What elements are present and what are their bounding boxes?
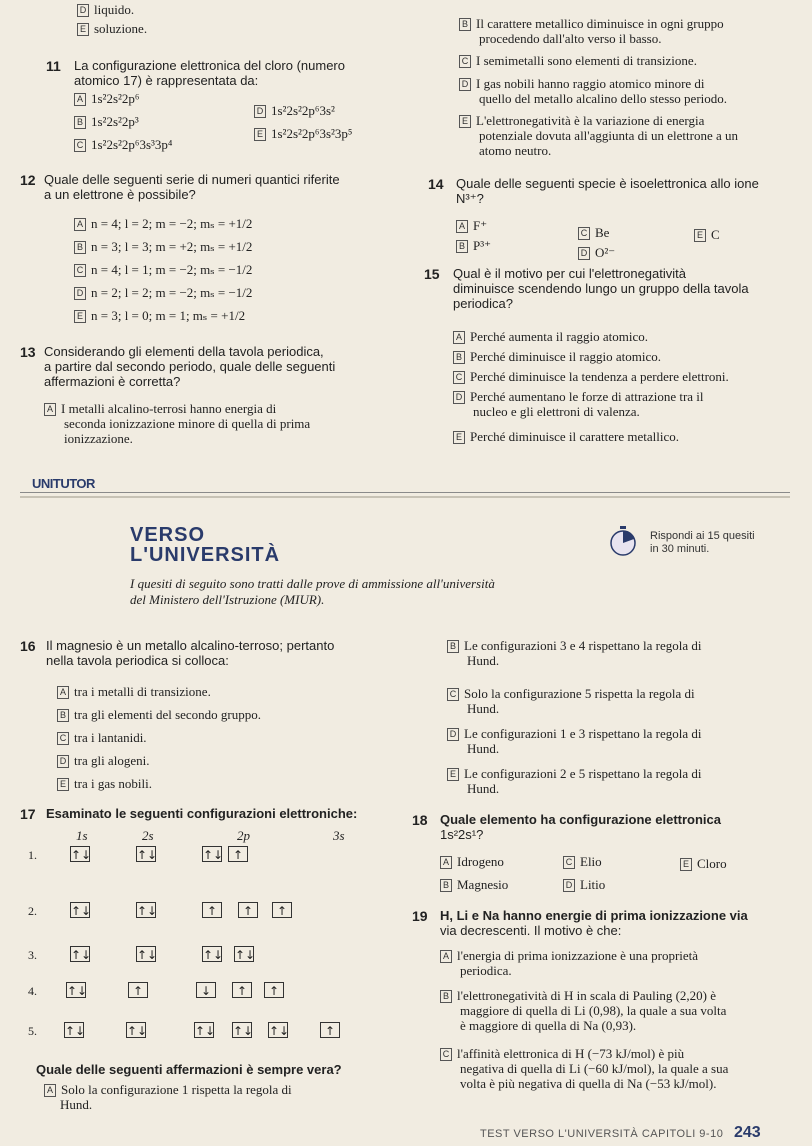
q18-option-c: C Elio	[563, 854, 602, 869]
row-label: 4.	[28, 984, 37, 998]
q19-option-b: B l'elettronegatività di H in scala di Pauling (2,20) è maggiore di quella di Li (0,98), la quale a sua volta è maggiore di quella di Na (0,93).	[440, 988, 800, 1033]
option-letter-box: B	[74, 241, 86, 254]
orbital-diagram	[28, 842, 408, 1052]
q19-option-a: A l'energia di prima ionizzazione è una proprietà periodica.	[440, 948, 800, 978]
orbital-box: ↑	[128, 982, 148, 998]
q14-option-e: E C	[694, 227, 720, 242]
orbital-box: ↑↓	[269, 1024, 290, 1038]
orbital-box: ↑↓	[137, 948, 158, 962]
row-label: 1.	[28, 848, 37, 862]
q12-option-a: A n = 4; l = 2; m = −2; mₛ = +1/2	[74, 216, 252, 231]
option-e-soluzione: E soluzione.	[77, 21, 147, 36]
q14-option-d: D O²⁻	[578, 245, 615, 260]
q15-option-e: E Perché diminuisce il carattere metallico.	[453, 429, 679, 444]
q17-option-b: B Le configurazioni 3 e 4 rispettano la regola di Hund.	[447, 638, 797, 668]
timer-text: Rispondi ai 15 quesiti in 30 minuti.	[650, 530, 755, 555]
q12-option-d: D n = 2; l = 2; m = −2; mₛ = −1/2	[74, 285, 252, 300]
orbital-box: ↑	[202, 902, 222, 918]
orbital-box: ↑	[264, 982, 284, 998]
orbital-row	[28, 982, 368, 1002]
q14-option-c: C Be	[578, 225, 609, 240]
q13-option-c: C I semimetalli sono elementi di transizione.	[459, 53, 697, 68]
question-17-text: Esaminato le seguenti configurazioni elettroniche:	[46, 806, 358, 821]
orbital-row	[28, 946, 368, 966]
question-number-16: 16	[20, 638, 36, 654]
question-number-11: 11	[46, 58, 61, 74]
q16-option-a: A tra i metalli di transizione.	[57, 684, 211, 699]
option-letter-box: E	[74, 310, 86, 323]
option-letter-box: D	[563, 879, 575, 892]
orbital-box: ↑↓	[71, 948, 92, 962]
q18-option-d: D Litio	[563, 877, 605, 892]
option-letter-box: D	[57, 755, 69, 768]
option-letter-box: A	[57, 686, 69, 699]
option-letter-box: E	[453, 431, 465, 444]
option-letter-box: B	[456, 240, 468, 253]
option-letter-box: C	[453, 371, 465, 384]
question-19-text: H, Li e Na hanno energie di prima ionizzazione via via decrescenti. Il motivo è che:	[440, 908, 748, 938]
option-letter-box: B	[74, 116, 86, 129]
question-16-text: Il magnesio è un metallo alcalino-terroso; pertanto nella tavola periodica si colloca:	[46, 638, 335, 668]
question-14-text: Quale delle seguenti specie è isoelettronica allo ione N³⁺?	[456, 176, 759, 206]
q16-option-d: D tra gli alogeni.	[57, 753, 149, 768]
band-intro: I quesiti di seguito sono tratti dalle prove di ammissione all'università del Ministero dell'Istruzione (MIUR).	[130, 576, 495, 607]
option-letter-box: D	[77, 4, 89, 17]
orbital-row	[28, 846, 368, 866]
orbital-box: ↑	[228, 846, 248, 862]
q12-option-e: E n = 3; l = 0; m = 1; mₛ = +1/2	[74, 308, 245, 323]
row-label: 3.	[28, 948, 37, 962]
q15-option-a: A Perché aumenta il raggio atomico.	[453, 329, 648, 344]
question-number-17: 17	[20, 806, 36, 822]
page-number: 243	[734, 1124, 761, 1141]
orbital-box: ↑↓	[195, 1024, 216, 1038]
option-letter-box: A	[440, 856, 452, 869]
q13-option-d: D I gas nobili hanno raggio atomico minore di quello del metallo alcalino dello stesso periodo.	[459, 76, 799, 106]
option-letter-box: D	[447, 728, 459, 741]
question-number-18: 18	[412, 812, 428, 828]
band-title-verso: VERSO	[130, 524, 206, 546]
orbital-box: ↑	[232, 982, 252, 998]
q17-option-a: A Solo la configurazione 1 rispetta la regola di Hund.	[44, 1082, 404, 1112]
q12-option-b: B n = 3; l = 3; m = +2; mₛ = +1/2	[74, 239, 252, 254]
option-letter-box: D	[453, 391, 465, 404]
question-15-text: Qual è il motivo per cui l'elettronegatività diminuisce scendendo lungo un gruppo della tavola periodica?	[453, 266, 749, 311]
option-letter-box: A	[74, 218, 86, 231]
option-letter-box: B	[459, 18, 471, 31]
option-letter-box: D	[254, 105, 266, 118]
q16-option-e: E tra i gas nobili.	[57, 776, 152, 791]
option-letter-box: E	[254, 128, 266, 141]
q13-option-a: A I metalli alcalino-terrosi hanno energia di seconda ionizzazione minore di quella di prima ionizzazione.	[44, 401, 424, 446]
orbital-box: ↑↓	[127, 1024, 148, 1038]
orbital-box: ↑↓	[65, 1024, 86, 1038]
option-d-liquido: D liquido.	[77, 2, 134, 17]
option-letter-box: C	[74, 139, 86, 152]
q15-option-b: B Perché diminuisce il raggio atomico.	[453, 349, 661, 364]
option-letter-box: E	[77, 23, 89, 36]
orbital-box: ↑↓	[235, 948, 256, 962]
footer-chapter: TEST VERSO L'UNIVERSITÀ CAPITOLI 9-10	[480, 1128, 724, 1140]
orbital-header-2p: 2p	[237, 828, 250, 843]
q11-option-c: C 1s²2s²2p⁶3s³3p⁴	[74, 137, 172, 152]
option-letter-box: C	[447, 688, 459, 701]
option-letter-box: B	[440, 990, 452, 1003]
q14-option-b: B P³⁺	[456, 238, 491, 253]
option-letter-box: C	[440, 1048, 452, 1061]
q11-option-e: E 1s²2s²2p⁶3s²3p⁵	[254, 126, 352, 141]
orbital-header-2s: 2s	[142, 828, 154, 843]
orbital-box: ↑↓	[203, 848, 224, 862]
row-label: 2.	[28, 904, 37, 918]
option-letter-box: A	[44, 1084, 56, 1097]
option-letter-box: E	[459, 115, 471, 128]
q14-option-a: A F⁺	[456, 218, 487, 233]
option-letter-box: C	[74, 264, 86, 277]
option-letter-box: B	[447, 640, 459, 653]
q17-question: Quale delle seguenti affermazioni è sempre vera?	[36, 1062, 342, 1077]
row-label: 5.	[28, 1024, 37, 1038]
band-divider-2	[20, 496, 790, 498]
question-number-13: 13	[20, 344, 36, 360]
option-letter-box: C	[57, 732, 69, 745]
option-letter-box: A	[453, 331, 465, 344]
orbital-header-3s: 3s	[333, 828, 345, 843]
option-letter-box: E	[447, 768, 459, 781]
orbital-box: ↑↓	[67, 984, 88, 998]
unitutor-band	[0, 468, 812, 618]
question-number-14: 14	[428, 176, 444, 192]
option-letter-box: A	[74, 93, 86, 106]
option-letter-box: E	[57, 778, 69, 791]
question-11-text: La configurazione elettronica del cloro (numero atomico 17) è rappresentata da:	[74, 58, 345, 88]
q13-option-b: B Il carattere metallico diminuisce in ogni gruppo procedendo dall'alto verso il basso.	[459, 16, 799, 46]
q17-option-c: C Solo la configurazione 5 rispetta la regola di Hund.	[447, 686, 797, 716]
q16-option-b: B tra gli elementi del secondo gruppo.	[57, 707, 261, 722]
question-12-text: Quale delle seguenti serie di numeri quantici riferite a un elettrone è possibile?	[44, 172, 340, 202]
option-letter-box: D	[578, 247, 590, 260]
q12-option-c: C n = 4; l = 1; m = −2; mₛ = −1/2	[74, 262, 252, 277]
q15-option-c: C Perché diminuisce la tendenza a perdere elettroni.	[453, 369, 729, 384]
q17-option-e: E Le configurazioni 2 e 5 rispettano la regola di Hund.	[447, 766, 797, 796]
q11-option-a: A 1s²2s²2p⁶	[74, 91, 139, 106]
orbital-box: ↑↓	[71, 904, 92, 918]
q17-option-d: D Le configurazioni 1 e 3 rispettano la regola di Hund.	[447, 726, 797, 756]
unitutor-logo: UNITUTOR	[32, 476, 95, 491]
option-letter-box: D	[459, 78, 471, 91]
orbital-header-1s: 1s	[76, 828, 88, 843]
option-letter-box: A	[440, 950, 452, 963]
q15-option-d: D Perché aumentano le forze di attrazione tra il nucleo e gli elettroni di valenza.	[453, 389, 803, 419]
option-letter-box: C	[563, 856, 575, 869]
option-letter-box: B	[440, 879, 452, 892]
orbital-row	[28, 902, 368, 922]
option-letter-box: A	[44, 403, 56, 416]
band-divider	[20, 492, 790, 493]
question-number-12: 12	[20, 172, 36, 188]
q18-option-b: B Magnesio	[440, 877, 508, 892]
orbital-box: ↑↓	[71, 848, 92, 862]
q19-option-c: C l'affinità elettronica di H (−73 kJ/mol) è più negativa di quella di Li (−60 kJ/mol), la quale a sua volta è più negativa di quella di Na (−53 kJ/mol).	[440, 1046, 800, 1091]
option-letter-box: B	[57, 709, 69, 722]
q18-option-e: E Cloro	[680, 856, 727, 871]
q13-option-e: E L'elettronegatività è la variazione di energia potenziale dovuta all'aggiunta di un elettrone a un atomo neutro.	[459, 113, 804, 158]
orbital-box: ↑	[320, 1022, 340, 1038]
q18-option-a: A Idrogeno	[440, 854, 504, 869]
orbital-box: ↑↓	[233, 1024, 254, 1038]
orbital-box: ↑	[238, 902, 258, 918]
q11-option-b: B 1s²2s²2p³	[74, 114, 139, 129]
band-title-universita: L'UNIVERSITÀ	[130, 544, 281, 566]
orbital-box: ↓	[196, 982, 216, 998]
question-13-text: Considerando gli elementi della tavola periodica, a partire dal secondo periodo, quale delle seguenti affermazioni è corretta?	[44, 344, 336, 389]
timer-icon	[608, 526, 638, 556]
option-letter-box: C	[459, 55, 471, 68]
option-letter-box: D	[74, 287, 86, 300]
option-letter-box: E	[694, 229, 706, 242]
option-letter-box: E	[680, 858, 692, 871]
orbital-box: ↑	[272, 902, 292, 918]
q11-option-d: D 1s²2s²2p⁶3s²	[254, 103, 335, 118]
question-18-text: Quale elemento ha configurazione elettronica 1s²2s¹?	[440, 812, 722, 842]
option-letter-box: A	[456, 220, 468, 233]
option-letter-box: B	[453, 351, 465, 364]
question-number-15: 15	[424, 266, 440, 282]
q16-option-c: C tra i lantanidi.	[57, 730, 147, 745]
option-letter-box: C	[578, 227, 590, 240]
orbital-box: ↑↓	[203, 948, 224, 962]
orbital-box: ↑↓	[137, 848, 158, 862]
question-number-19: 19	[412, 908, 428, 924]
orbital-box: ↑↓	[137, 904, 158, 918]
orbital-row	[28, 1022, 368, 1042]
